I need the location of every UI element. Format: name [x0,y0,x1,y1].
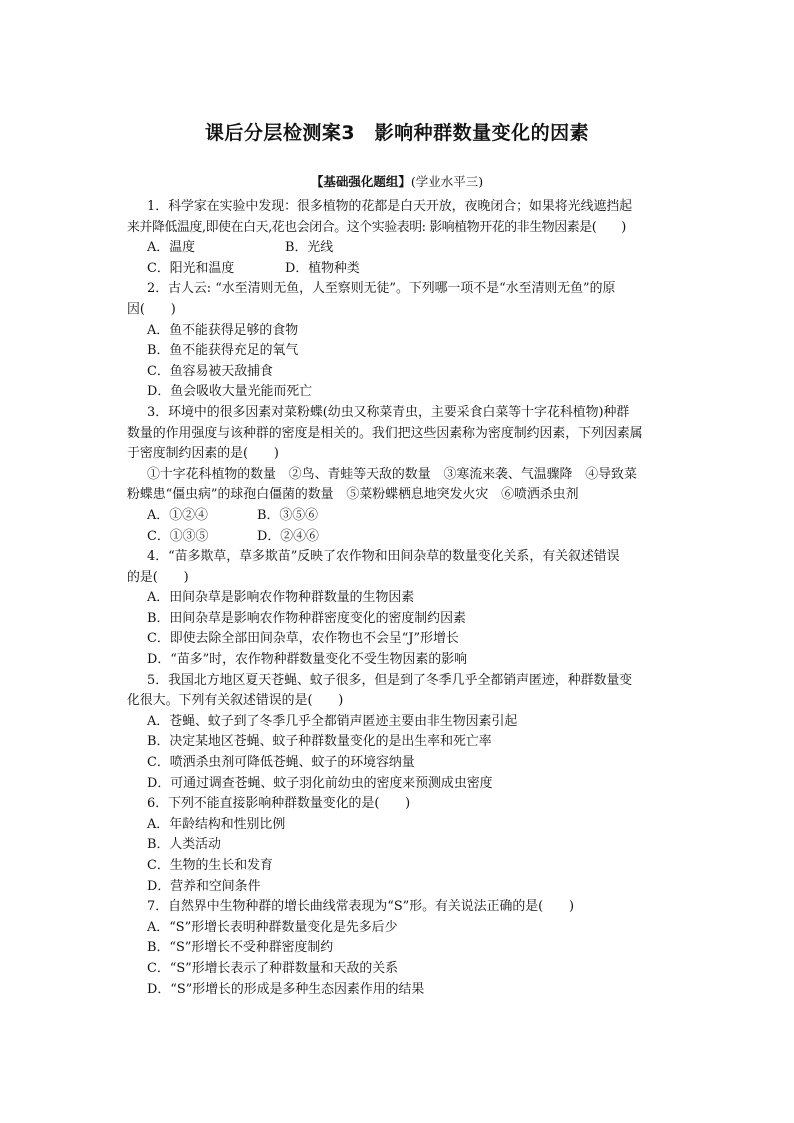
q4-stem-line-2: 的是( ) [127,569,189,585]
q6-option-a: A．年龄结构和性别比例 [147,816,286,832]
section-level: (学业水平三) [410,174,484,189]
q3-option-d: D．②④⑥ [257,528,319,544]
q2-option-d: D．鱼会吸收大量光能而死亡 [147,384,313,400]
q4-option-d: D．“苗多”时，农作物种群数量变化不受生物因素的影响 [147,652,467,668]
section-heading [0,172,794,190]
q2-stem-line-2: 因( ) [127,301,176,317]
q7-option-c: C．“S”形增长表示了种群数量和天敌的关系 [147,960,399,976]
q5-option-b: B．决定某地区苍蝇、蚊子种群数量变化的是出生率和死亡率 [147,734,492,750]
q2-option-b: B．鱼不能获得充足的氧气 [147,343,299,359]
q3-options-row-1 [127,506,677,527]
q3-stem-line-3: 于密度制约因素的是( ) [127,446,279,462]
q5-stem-line-2: 化很大。下列有关叙述错误的是( ) [127,693,344,709]
q1-options-row-2 [127,259,677,280]
q1-options-row-1 [127,238,677,259]
q3-option-b: B．③⑤⑥ [257,507,319,523]
q2-option-a: A．鱼不能获得足够的食物 [147,322,299,338]
q1-option-a: A．温度 [147,240,195,256]
page-title: 课后分层检测案3 影响种群数量变化的因素 [204,122,590,144]
q3-stem-line-4: ①十字花科植物的数量 ②鸟、青蛙等天敌的数量 ③寒流来袭、气温骤降 ④导致菜 [147,466,637,482]
q3-option-a: A．①②④ [147,507,208,523]
q3-options-row-2 [127,527,677,548]
q1-stem-line-2: 来并降低温度,即使在白天,花也会闭合。这个实验表明: 影响植物开花的非生物因素是( ) [127,219,626,235]
q3-stem-line-5: 粉蝶患“僵虫病”的球孢白僵菌的数量 ⑤菜粉蝶栖息地突发火灾 ⑥喷洒杀虫剂 [127,487,579,503]
q1-option-d: D．植物种类 [285,260,360,276]
q2-option-c: C．鱼容易被天敌捕食 [147,363,273,379]
section-label: 【基础强化题组】 [310,174,411,189]
q4-stem-line-1: 4．“苗多欺草，草多欺苗”反映了农作物和田间杂草的数量变化关系，有关叙述错误 [147,549,620,565]
q6-stem-line-1: 6．下列不能直接影响种群数量变化的是( ) [147,796,411,812]
q7-option-d: D．“S”形增长的形成是多种生态因素作用的结果 [147,981,425,997]
q5-option-a: A．苍蝇、蚊子到了冬季几乎全都销声匿迹主要由非生物因素引起 [147,713,518,729]
question-list [127,197,677,1000]
q7-option-b: B．“S”形增长不受种群密度制约 [147,940,334,956]
q6-option-c: C．生物的生长和发育 [147,858,273,873]
q3-option-c: C．①③⑤ [147,528,209,544]
q1-option-c: C．阳光和温度 [147,260,235,276]
q6-option-d: D．营养和空间条件 [147,878,261,894]
q4-option-b: B．田间杂草是影响农作物种群密度变化的密度制约因素 [147,610,466,626]
q4-option-c: C．即使去除全部田间杂草，农作物也不会呈“J”形增长 [147,631,459,647]
q7-stem-line-1: 7．自然界中生物种群的增长曲线常表现为“S”形。有关说法正确的是( ) [147,899,574,915]
q4-option-a: A．田间杂草是影响农作物种群数量的生物因素 [147,590,415,606]
q5-option-d: D．可通过调查苍蝇、蚊子羽化前幼虫的密度来预测成虫密度 [147,775,493,791]
q1-option-b: B．光线 [285,240,334,256]
q5-stem-line-1: 5．我国北方地区夏天苍蝇、蚊子很多，但是到了冬季几乎全都销声匿迹，种群数量变 [147,672,633,688]
q5-option-c: C．喷洒杀虫剂可降低苍蝇、蚊子的环境容纳量 [147,755,415,771]
q2-stem-line-1: 2．古人云: “水至清则无鱼，人至察则无徒”。下列哪一项不是“水至清则无鱼”的原 [147,281,616,297]
q7-option-a: A．“S”形增长表明种群数量变化是先多后少 [147,919,398,935]
q1-stem-line-1: 1．科学家在实验中发现：很多植物的花都是白天开放，夜晚闭合；如果将光线遮挡起 [147,199,633,214]
q3-stem-line-2: 数量的作用强度与该种群的密度是相关的。我们把这些因素称为密度制约因素，下列因素属 [127,425,643,441]
q6-option-b: B．人类活动 [147,837,221,853]
q3-stem-line-1: 3．环境中的很多因素对菜粉蝶(幼虫又称菜青虫，主要采食白菜等十字花科植物)种群 [147,404,630,420]
